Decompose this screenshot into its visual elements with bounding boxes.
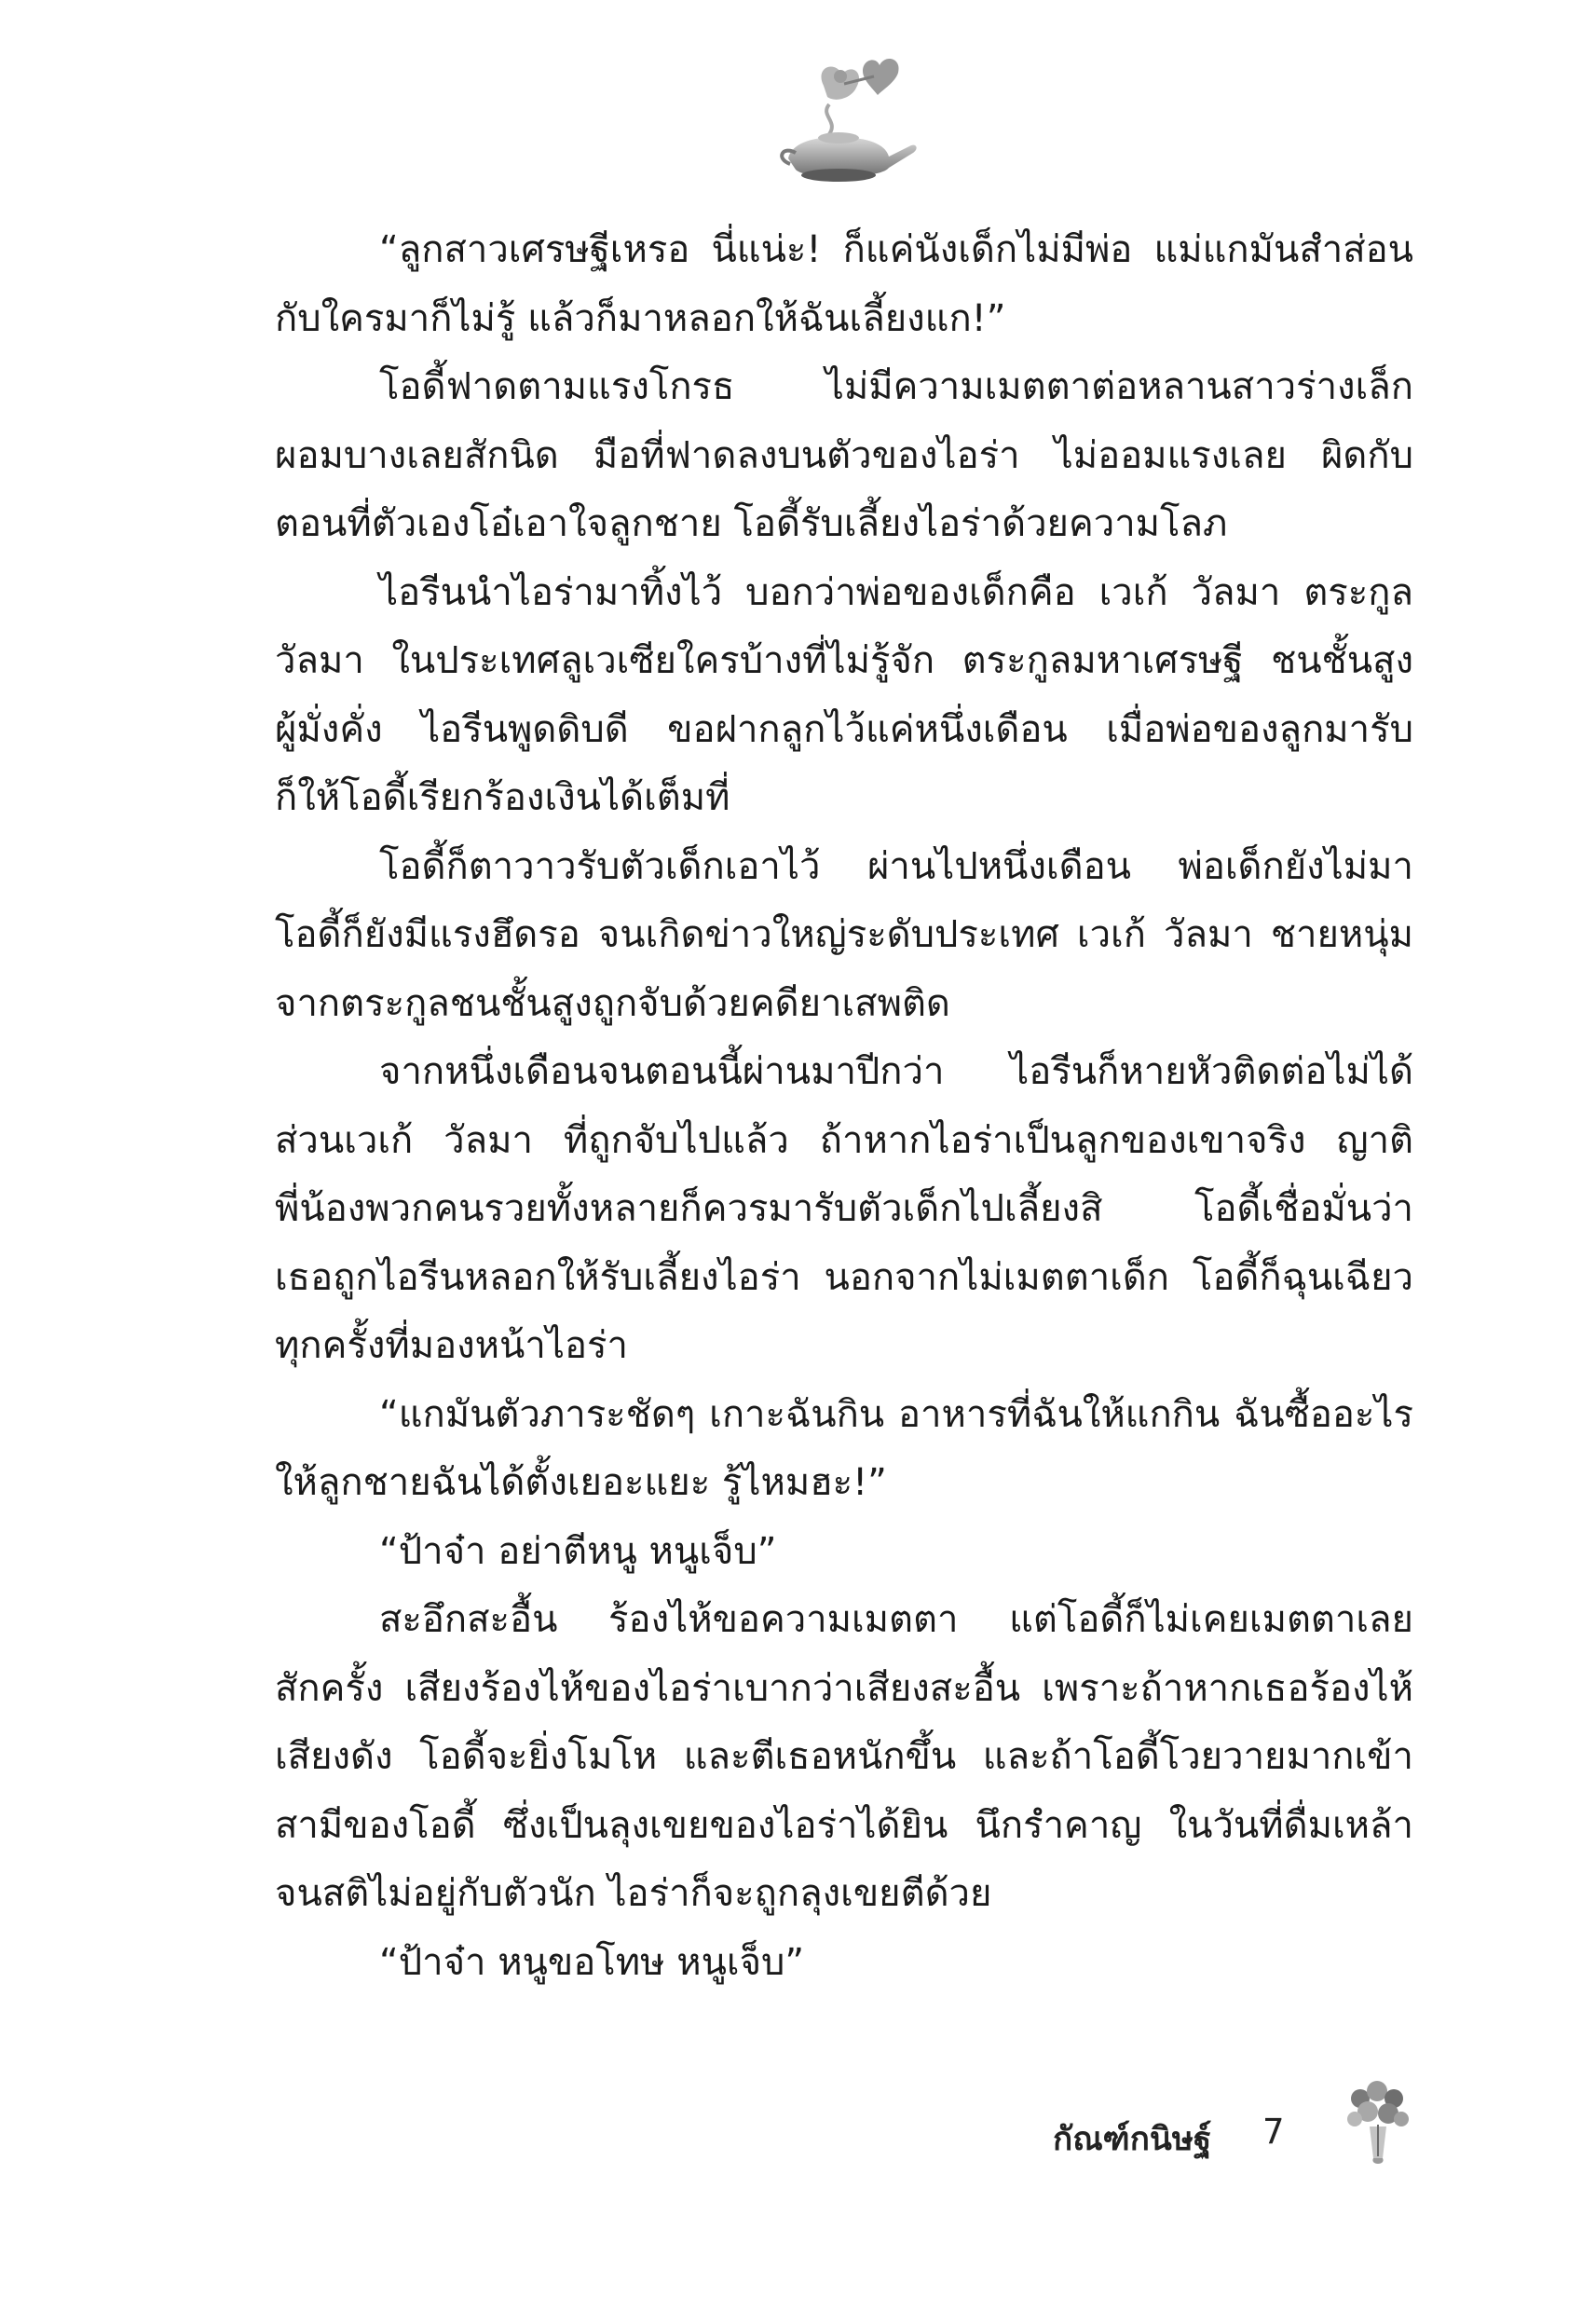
text-line: “แกมันตัวภาระชัดๆ เกาะฉันกิน อาหารที่ฉันให้แกกิน ฉันซื้ออะไร xyxy=(379,1392,1413,1436)
text-line: พี่น้องพวกคนรวยทั้งหลายก็ควรมารับตัวเด็กไปเลี้ยงสิ โอดี้เชื่อมั่นว่า xyxy=(275,1187,1413,1230)
text-line: วัลมา ในประเทศลูเวเซียใครบ้างที่ไม่รู้จัก ตระกูลมหาเศรษฐี ชนชั้นสูง xyxy=(275,639,1413,682)
text-line: ทุกครั้งที่มองหน้าไอร่า xyxy=(275,1324,628,1367)
text-line: เสียงดัง โอดี้จะยิ่งโมโห และตีเธอหนักขึ้น และถ้าโอดี้โวยวายมากเข้า xyxy=(275,1735,1413,1778)
text-line: โอดี้ฟาดตามแรงโกรธ ไม่มีความเมตตาต่อหลานสาวร่างเล็ก xyxy=(379,365,1413,408)
text-line: ผู้มั่งคั่ง ไอรีนพูดดิบดี ขอฝากลูกไว้แค่หนึ่งเดือน เมื่อพ่อของลูกมารับ xyxy=(275,707,1413,751)
text-line: ส่วนเวเก้ วัลมา ที่ถูกจับไปแล้ว ถ้าหากไอร่าเป็นลูกของเขาจริง ญาติ xyxy=(275,1118,1413,1162)
text-line: สักครั้ง เสียงร้องไห้ของไอร่าเบากว่าเสียงสะอื้น เพราะถ้าหากเธอร้องไห้ xyxy=(275,1666,1413,1710)
body-text xyxy=(275,216,1413,1997)
text-line: จากหนึ่งเดือนจนตอนนี้ผ่านมาปีกว่า ไอรีนก็หายหัวติดต่อไม่ได้ xyxy=(379,1050,1413,1093)
text-line: “ลูกสาวเศรษฐีเหรอ นี่แน่ะ! ก็แค่นังเด็กไม่มีพ่อ แม่แกมันสำส่อน xyxy=(379,228,1413,271)
text-line: โอดี้ก็ยังมีแรงฮึดรอ จนเกิดข่าวใหญ่ระดับประเทศ เวเก้ วัลมา ชายหนุ่ม xyxy=(275,913,1413,956)
page-footer xyxy=(0,2078,1596,2181)
text-line: สะอึกสะอื้น ร้องไห้ขอความเมตตา แต่โอดี้ก็ไม่เคยเมตตาเลย xyxy=(379,1598,1413,1641)
text-line: ตอนที่ตัวเองโอ๋เอาใจลูกชาย โอดี้รับเลี้ยงไอร่าด้วยความโลภ xyxy=(275,502,1228,545)
text-line: ให้ลูกชายฉันได้ตั้งเยอะแยะ รู้ไหมฮะ!” xyxy=(275,1461,887,1504)
text-line: กับใครมาก็ไม่รู้ แล้วก็มาหลอกให้ฉันเลี้ยงแก!” xyxy=(275,296,1006,340)
text-line: ไอรีนนำไอร่ามาทิ้งไว้ บอกว่าพ่อของเด็กคือ เวเก้ วัลมา ตระกูล xyxy=(379,570,1413,614)
text-line: จนสติไม่อยู่กับตัวนัก ไอร่าก็จะถูกลุงเขยตีด้วย xyxy=(275,1872,992,1915)
text-line: เธอถูกไอรีนหลอกให้รับเลี้ยงไอร่า นอกจากไม่เมตตาเด็ก โอดี้ก็ฉุนเฉียว xyxy=(275,1255,1413,1299)
text-line: โอดี้ก็ตาวาวรับตัวเด็กเอาไว้ ผ่านไปหนึ่งเดือน พ่อเด็กยังไม่มา xyxy=(379,844,1413,888)
text-line: “ป้าจ๋า หนูขอโทษ หนูเจ็บ” xyxy=(379,1940,805,1984)
text-line: สามีของโอดี้ ซึ่งเป็นลุงเขยของไอร่าได้ยิน นึกรำคาญ ในวันที่ดื่มเหล้า xyxy=(275,1803,1413,1847)
flower-bouquet-icon xyxy=(1342,2078,1414,2171)
text-line: จากตระกูลชนชั้นสูงถูกจับด้วยคดียาเสพติด xyxy=(275,981,950,1025)
cupid-teapot-ornament-icon xyxy=(770,48,928,188)
book-title: กัณฑ์กนิษฐ์ xyxy=(1053,2121,1212,2158)
text-line: “ป้าจ๋า อย่าตีหนู หนูเจ็บ” xyxy=(379,1529,777,1573)
page-number: 7 xyxy=(1262,2112,1285,2152)
text-line: ผอมบางเลยสักนิด มือที่ฟาดลงบนตัวของไอร่า ไม่ออมแรงเลย ผิดกับ xyxy=(275,433,1413,477)
text-line: ก็ให้โอดี้เรียกร้องเงินได้เต็มที่ xyxy=(275,776,730,819)
